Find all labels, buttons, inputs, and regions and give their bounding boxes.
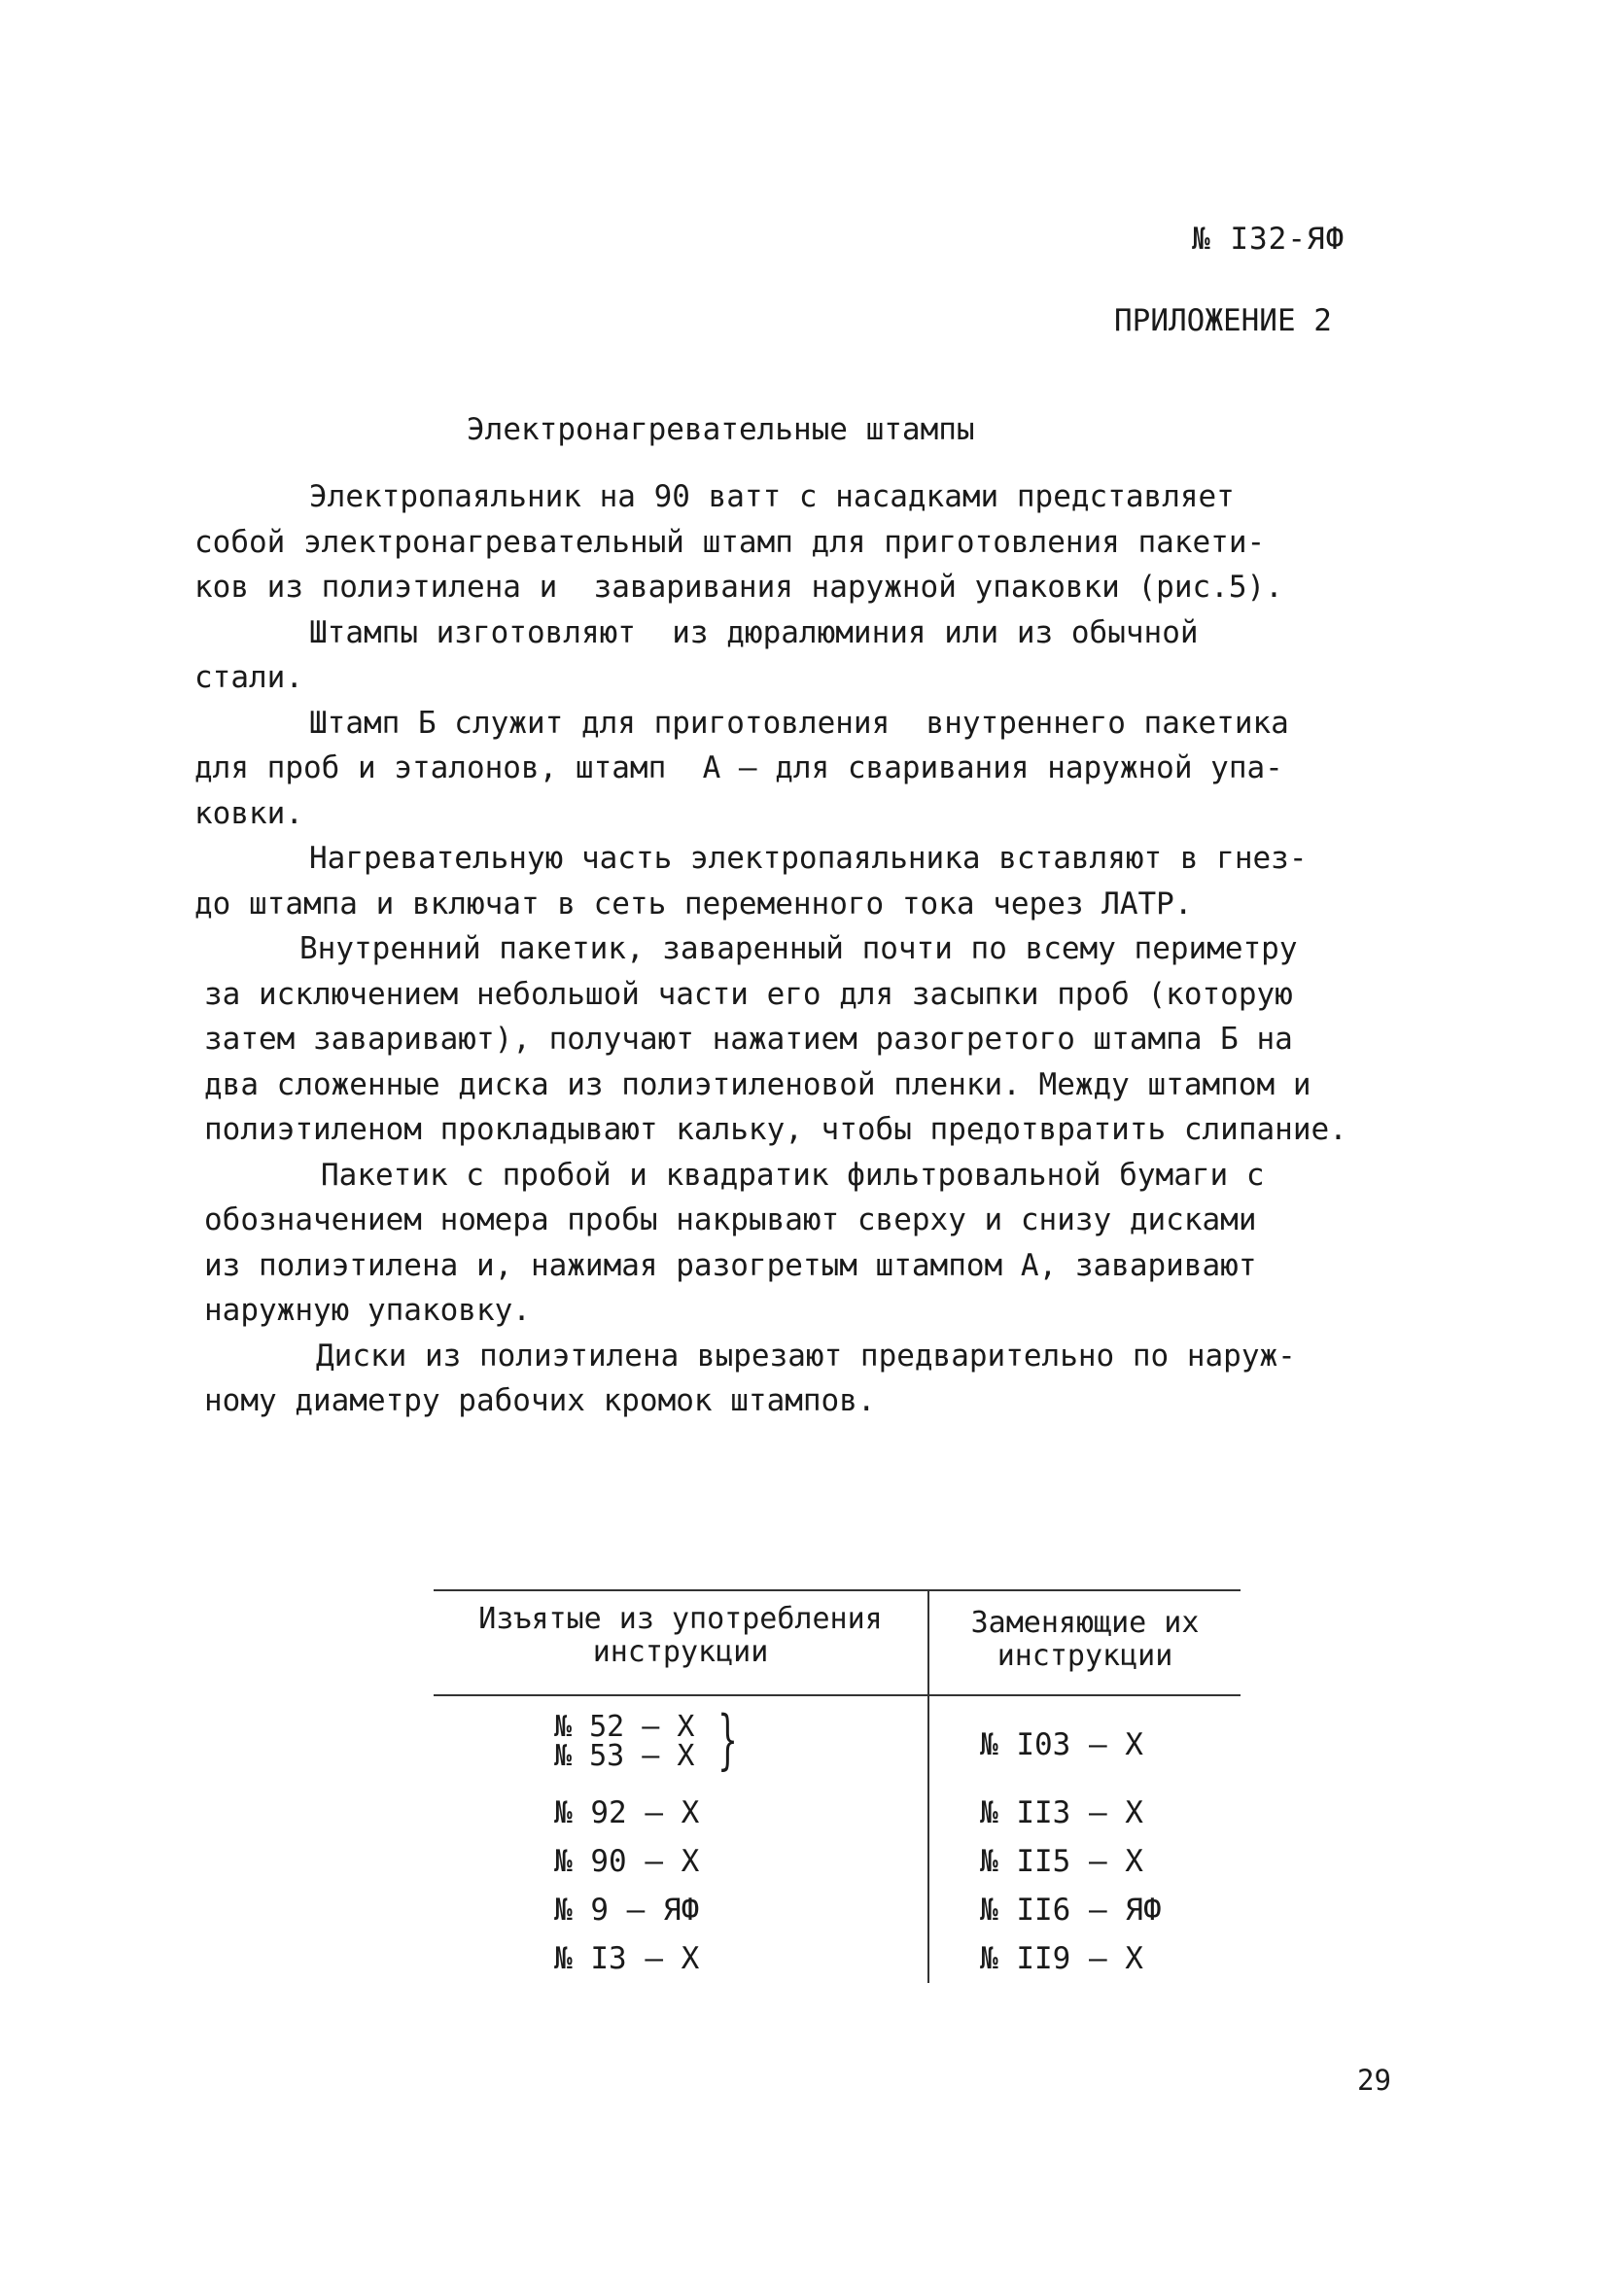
table-header-withdrawn: Изъятые из употребления инструкции — [478, 1602, 883, 1669]
table-cell-replacing: № I03 – X — [980, 1727, 1143, 1762]
paragraph-2-line-1: Штампы изготовляют из дюралюминия или из обычной — [309, 614, 1199, 650]
replacement-table — [434, 1589, 1241, 1983]
page-number: 29 — [1357, 2064, 1391, 2097]
appendix-label: ПРИЛОЖЕНИЕ 2 — [1114, 303, 1332, 338]
paragraph-7-line-1: Диски из полиэтилена вырезают предварительно по наруж- — [316, 1338, 1296, 1374]
document-number: № I32-ЯФ — [1192, 222, 1346, 257]
paragraph-1-line-3: ков из полиэтилена и заваривания наружной упаковки (рис.5). — [194, 570, 1283, 605]
paragraph-2-line-2: стали. — [194, 660, 303, 695]
table-cell-withdrawn: № I3 – X — [554, 1941, 700, 1976]
paragraph-4-line-2: до штампа и включат в сеть переменного тока через ЛАТР. — [194, 886, 1193, 922]
body-text — [194, 474, 1458, 1424]
table-cell-replacing: № II5 – X — [980, 1844, 1143, 1879]
paragraph-7-line-2: ному диаметру рабочих кромок штампов. — [204, 1383, 876, 1418]
table-cell-withdrawn: № 92 – X — [554, 1795, 700, 1830]
table-cell-replacing: № II3 – X — [980, 1795, 1143, 1830]
table-cell-replacing: № II9 – X — [980, 1941, 1143, 1976]
table-cell-replacing: № II6 – ЯФ — [980, 1893, 1162, 1928]
grouping-brace: } — [717, 1702, 738, 1777]
table-cell-withdrawn: № 52 – X — [554, 1710, 695, 1744]
paragraph-5-line-4: два сложенные диска из полиэтиленовой пленки. Между штампом и — [204, 1066, 1311, 1102]
paragraph-6-line-1: Пакетик с пробой и квадратик фильтровальной бумаги с — [321, 1157, 1265, 1193]
table-cell-withdrawn: № 9 – ЯФ — [554, 1893, 700, 1928]
paragraph-6-line-3: из полиэтилена и, нажимая разогретым штампом А, заваривают — [204, 1247, 1257, 1283]
paragraph-5-line-5: полиэтиленом прокладывают кальку, чтобы предотвратить слипание. — [204, 1112, 1347, 1147]
paragraph-6-line-4: наружную упаковку. — [204, 1293, 531, 1328]
paragraph-3-line-3: ковки. — [194, 795, 303, 831]
table-header-replacing: Заменяющие их инструкции — [970, 1606, 1200, 1673]
paragraph-5-line-1: Внутренний пакетик, заваренный почти по всему периметру — [299, 931, 1298, 966]
table-cell-withdrawn: № 53 – X — [554, 1739, 695, 1773]
table-header-rule — [434, 1694, 1241, 1696]
table-top-rule — [434, 1589, 1241, 1591]
paragraph-4-line-1: Нагревательную часть электропаяльника вставляют в гнез- — [309, 841, 1308, 876]
table-cell-withdrawn: № 90 – X — [554, 1844, 700, 1879]
paragraph-3-line-2: для проб и эталонов, штамп А – для сваривания наружной упа- — [194, 750, 1283, 785]
paragraph-1-line-1: Электропаяльник на 90 ватт с насадками представляет — [309, 479, 1235, 514]
paragraph-1-line-2: собой электронагревательный штамп для приготовления пакети- — [194, 524, 1266, 560]
paragraph-5-line-3: затем заваривают), получают нажатием разогретого штампа Б на — [204, 1022, 1293, 1057]
paragraph-6-line-2: обозначением номера пробы накрывают сверху и снизу дисками — [204, 1202, 1257, 1237]
paragraph-3-line-1: Штамп Б служит для приготовления внутреннего пакетика — [309, 705, 1289, 741]
paragraph-5-line-2: за исключением небольшой части его для засыпки проб (которую — [204, 976, 1293, 1012]
section-title: Электронагревательные штампы — [467, 412, 975, 447]
